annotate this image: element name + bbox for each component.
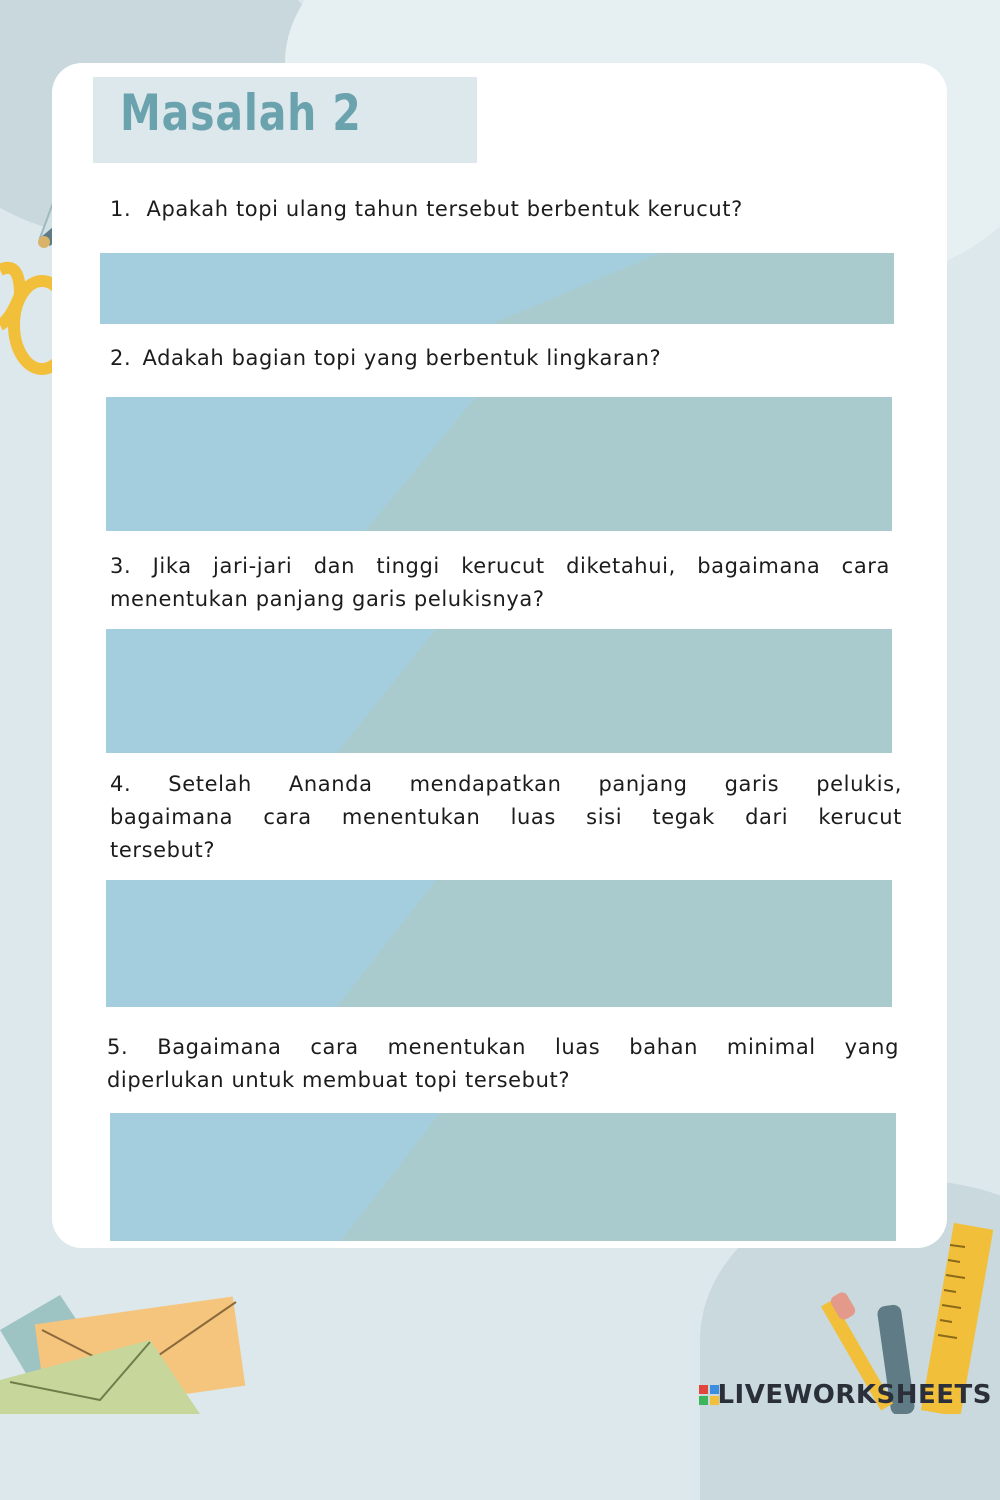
answer-box-5[interactable]: [110, 1113, 896, 1241]
question-line: [110, 768, 902, 801]
envelope-icon: [0, 1290, 260, 1414]
question-text: menentukan panjang garis pelukisnya?: [110, 587, 545, 611]
question-2: [110, 342, 890, 375]
question-number: 4.: [110, 772, 132, 796]
question-text: Jika jari-jari dan tinggi kerucut diketahui, bagaimana cara: [152, 554, 890, 578]
question-4: [110, 768, 902, 867]
page-title: Masalah 2: [120, 84, 362, 142]
question-text: Apakah topi ulang tahun tersebut berbentuk kerucut?: [146, 197, 743, 221]
question-5: [107, 1031, 899, 1097]
question-3: [110, 550, 890, 616]
answer-input-3[interactable]: [106, 629, 892, 753]
liveworksheets-brand[interactable]: LIVEWORKSHEETS: [717, 1380, 992, 1410]
question-text: tersebut?: [110, 838, 216, 862]
question-line: [110, 550, 890, 583]
answer-input-5[interactable]: [110, 1113, 896, 1241]
question-text: Setelah Ananda mendapatkan panjang garis pelukis,: [168, 772, 903, 796]
question-1: [110, 193, 890, 226]
answer-input-2[interactable]: [106, 397, 892, 531]
question-text: Bagaimana cara menentukan luas bahan minimal yang: [157, 1035, 900, 1059]
question-number: 2.: [110, 346, 132, 370]
question-number: 3.: [110, 554, 132, 578]
answer-input-4[interactable]: [106, 880, 892, 1007]
question-text: Adakah bagian topi yang berbentuk lingkaran?: [142, 346, 662, 370]
answer-box-2[interactable]: [106, 397, 892, 531]
question-text: diperlukan untuk membuat topi tersebut?: [107, 1068, 571, 1092]
answer-input-1[interactable]: [100, 253, 894, 324]
question-line: [107, 1031, 899, 1064]
answer-box-4[interactable]: [106, 880, 892, 1007]
liveworksheets-logo-icon: [699, 1385, 719, 1405]
question-number: 5.: [107, 1035, 129, 1059]
question-text: bagaimana cara menentukan luas sisi tegak dari kerucut: [110, 805, 902, 829]
question-number: 1.: [110, 197, 132, 221]
answer-box-3[interactable]: [106, 629, 892, 753]
answer-box-1[interactable]: [100, 253, 894, 324]
